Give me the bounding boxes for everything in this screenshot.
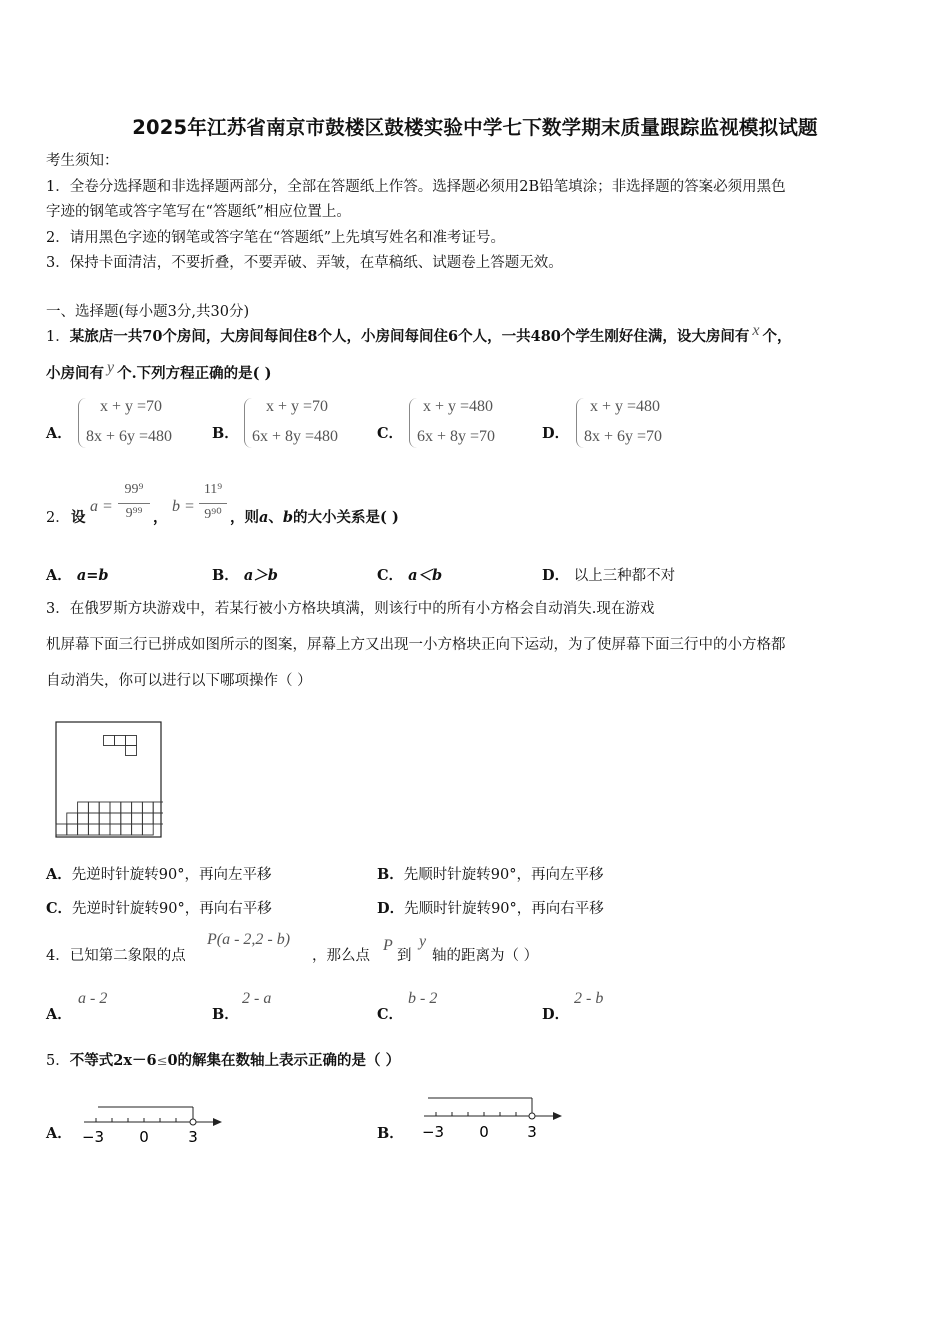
q2-b-var: b =	[172, 498, 195, 515]
q2-option-d-value: 以上三种都不对	[573, 568, 676, 584]
tetris-cell	[121, 813, 132, 824]
q2-comma: ，	[153, 509, 168, 526]
q2-option-a-label: A．	[46, 567, 72, 584]
q1-text-h: 个.下列方程正确的是( )	[117, 365, 272, 382]
tetris-cell	[88, 824, 99, 835]
q2-a-var: a =	[90, 498, 113, 515]
q2-option-b-label: B．	[212, 567, 239, 584]
q4-option-a-label[interactable]: A．	[46, 1006, 72, 1023]
tetris-cell	[132, 802, 143, 813]
q2-b-fraction-bar	[199, 503, 227, 504]
q2-text-c: a	[259, 509, 269, 526]
tetris-cell	[142, 824, 153, 835]
q3-option-b-label: B．	[377, 866, 404, 883]
page-title: 2025年江苏省南京市鼓楼区鼓楼实验中学七下数学期末质量跟踪监视模拟试题	[132, 116, 818, 139]
tetris-cell	[67, 813, 78, 824]
tetris-cell	[88, 813, 99, 824]
q4-y: y	[419, 933, 427, 950]
notice-line-1b: 字迹的钢笔或答字笔写在“答题纸”相应位置上。	[46, 204, 351, 220]
q5-le: ≤	[156, 1054, 168, 1069]
tick-label: 0	[139, 1128, 149, 1146]
q1-text-c: 个人，小房间每间住	[317, 328, 449, 345]
q3-line-1-text: 在俄罗斯方块游戏中，若某行被小方格块填满，则该行中的所有小方格会自动消失.现在游戏	[69, 601, 655, 617]
q1-option-a-eq1: x + y =70	[100, 398, 163, 415]
tetris-cell	[88, 802, 99, 813]
q1-text-f: 个，	[762, 328, 792, 345]
q3-option-c-value: 先逆时针旋转90°，再向右平移	[72, 901, 272, 917]
tetris-cell	[99, 802, 110, 813]
q3-option-a-value: 先逆时针旋转90°，再向左平移	[71, 867, 272, 883]
tetris-figure	[55, 721, 163, 839]
q1-n6: 6	[448, 328, 459, 345]
q5-text-b: 0的解集在数轴上表示正确的是（ ）	[167, 1052, 401, 1069]
q2-text-a: 设	[71, 509, 86, 526]
q2-b-numerator: 11⁹	[203, 482, 223, 497]
falling-block-cell	[115, 736, 126, 746]
tetris-cell	[121, 824, 132, 835]
q2-option-d[interactable]	[542, 566, 675, 586]
notice-heading: 考生须知：	[46, 153, 119, 169]
notice-line-1a: 1．全卷分选择题和非选择题两部分，全部在答题纸上作答。选择题必须用2B铅笔填涂；非选择题的答案必须用黑色	[46, 179, 786, 195]
tetris-screen-border	[56, 722, 161, 837]
q2-a-denominator: 9⁹⁹	[125, 506, 143, 521]
q1-option-c-label[interactable]: C．	[377, 425, 404, 442]
q3-line-3: 自动消失，你可以进行以下哪项操作（ ）	[46, 673, 312, 689]
q4-text-b: ，那么点	[312, 948, 370, 964]
falling-block-cell	[126, 746, 137, 756]
notice-line-3: 3．保持卡面清洁，不要折叠，不要弄破、弄皱，在草稿纸、试题卷上答题无效。	[46, 255, 563, 271]
tick-label: −3	[81, 1128, 105, 1146]
q1-option-b-eq1: x + y =70	[266, 398, 329, 415]
q4-option-d-label[interactable]: D．	[542, 1006, 570, 1023]
q1-n70: 70	[142, 328, 163, 345]
q3-number: 3．	[46, 601, 70, 617]
q5-option-b-number-line	[420, 1090, 570, 1142]
falling-block-cell	[104, 736, 115, 746]
q4-option-b-value: 2 - a	[242, 990, 272, 1007]
tetris-cell	[56, 824, 67, 835]
q2-option-a[interactable]	[46, 566, 109, 586]
q2-text-b: ，则	[230, 509, 259, 526]
q5-option-a-number-line	[80, 1098, 230, 1148]
q1-text-g: 小房间有	[46, 365, 104, 382]
q3-option-c[interactable]	[46, 899, 272, 919]
q1-option-b-label[interactable]: B．	[212, 425, 239, 442]
q4-number-text	[46, 946, 186, 966]
q1-n480: 480	[530, 328, 561, 345]
q2-text-f: 的大小关系是( )	[293, 509, 399, 526]
q3-option-a-label: A．	[46, 866, 72, 883]
falling-block-cell	[126, 736, 137, 746]
endpoint-circle	[529, 1113, 535, 1119]
axis-ticks	[96, 1118, 176, 1122]
tetris-cell	[132, 824, 143, 835]
tick-label: −3	[421, 1123, 445, 1141]
q2-option-c[interactable]	[377, 566, 442, 586]
q2-option-d-label: D．	[542, 567, 570, 584]
q3-line-1	[46, 599, 654, 619]
tetris-cell	[110, 813, 121, 824]
section-heading: 一、选择题(每小题3分,共30分)	[46, 304, 250, 320]
tetris-cell	[132, 813, 143, 824]
q2-text-rest	[230, 508, 399, 528]
q4-text-d: 轴的距离为（ ）	[432, 948, 539, 964]
bottom-rows	[56, 802, 163, 835]
q1-option-a-eq2: 8x + 6y =480	[86, 428, 173, 445]
q4-point: P(a - 2,2 - b)	[207, 931, 291, 948]
q3-option-b-value: 先顺时针旋转90°，再向左平移	[403, 867, 604, 883]
q4-text-a: 已知第二象限的点	[69, 948, 186, 964]
q1-number: 1．	[46, 329, 70, 345]
q5-line	[46, 1051, 400, 1072]
q3-option-d-label: D．	[377, 900, 405, 917]
q2-text-e: b	[282, 509, 294, 526]
q5-option-a-label[interactable]: A．	[46, 1125, 72, 1142]
q4-option-a-value: a - 2	[78, 990, 108, 1007]
q1-var-y: y	[107, 359, 115, 376]
endpoint-circle	[190, 1119, 196, 1125]
q2-option-c-value: a＜b	[408, 567, 443, 584]
q1-option-c-eq2: 6x + 8y =70	[417, 428, 496, 445]
q4-option-c-value: b - 2	[408, 990, 438, 1007]
tetris-cell	[99, 813, 110, 824]
q5-option-b-label[interactable]: B．	[377, 1125, 404, 1142]
q4-option-c-label[interactable]: C．	[377, 1006, 404, 1023]
q1-n8: 8	[307, 328, 318, 345]
q1-option-d-eq1: x + y =480	[590, 398, 661, 415]
q3-line-2: 机屏幕下面三行已拼成如图所示的图案，屏幕上方又出现一小方格块正向下运动，为了使屏幕下面三行中的小方格都	[46, 637, 786, 653]
q1-option-b-eq2: 6x + 8y =480	[252, 428, 339, 445]
q2-option-b[interactable]	[212, 566, 278, 586]
q1-line-2	[46, 359, 272, 384]
q4-option-b-label[interactable]: B．	[212, 1006, 239, 1023]
tetris-cell	[78, 802, 89, 813]
axis-ticks	[436, 1112, 516, 1116]
q2-option-a-value: a=b	[76, 567, 109, 584]
q4-number: 4．	[46, 948, 70, 964]
q4-option-d-value: 2 - b	[574, 990, 604, 1007]
q4-p: P	[383, 937, 393, 954]
tetris-cell	[78, 824, 89, 835]
tetris-cell	[99, 824, 110, 835]
tick-label: 3	[527, 1123, 537, 1141]
axis-arrow-icon	[553, 1112, 562, 1120]
q2-b-denominator: 9⁹⁰	[204, 507, 222, 522]
q1-option-d-eq2: 8x + 6y =70	[584, 428, 663, 445]
q2-text-d: 、	[268, 509, 283, 526]
tetris-cell	[142, 802, 153, 813]
q1-line-1	[46, 322, 792, 347]
q3-option-c-label: C．	[46, 900, 73, 917]
q5-expr: 2x－6	[113, 1052, 157, 1069]
q4-text-c: 到	[397, 948, 412, 964]
tick-label: 3	[188, 1128, 198, 1146]
tetris-cell	[78, 813, 89, 824]
q2-a-fraction-bar	[118, 503, 150, 504]
q1-option-a-label[interactable]: A．	[46, 425, 72, 442]
tetris-cell	[110, 824, 121, 835]
q5-number: 5．	[46, 1053, 70, 1069]
q5-text-a: 不等式	[69, 1052, 114, 1069]
q3-option-d[interactable]	[377, 899, 604, 919]
tick-label: 0	[479, 1123, 489, 1141]
q1-text-a: 某旅店一共	[69, 328, 143, 345]
axis-arrow-icon	[213, 1118, 222, 1126]
q1-text-e: 个学生刚好住满，设大房间有	[560, 328, 750, 345]
q3-option-d-value: 先顺时针旋转90°，再向右平移	[404, 901, 604, 917]
q1-option-c-eq1: x + y =480	[423, 398, 494, 415]
q1-var-x: x	[752, 322, 760, 339]
tetris-cell	[121, 802, 132, 813]
notice-line-2: 2．请用黑色字迹的钢笔或答字笔在“答题纸”上先填写姓名和准考证号。	[46, 230, 506, 246]
tetris-cell	[67, 824, 78, 835]
q2-option-c-label: C．	[377, 567, 404, 584]
q3-option-a[interactable]	[46, 865, 271, 885]
tetris-cell	[110, 802, 121, 813]
q2-a-numerator: 99⁹	[124, 482, 144, 497]
q1-text-d: 个人，一共	[458, 328, 531, 345]
tetris-cell	[142, 813, 153, 824]
q1-option-d-label[interactable]: D．	[542, 425, 570, 442]
q2-option-b-value: a＞b	[243, 567, 278, 584]
q2-number: 2．	[46, 510, 70, 526]
q3-option-b[interactable]	[377, 865, 603, 885]
falling-block	[104, 736, 137, 756]
q1-text-b: 个房间，大房间每间住	[162, 328, 308, 345]
